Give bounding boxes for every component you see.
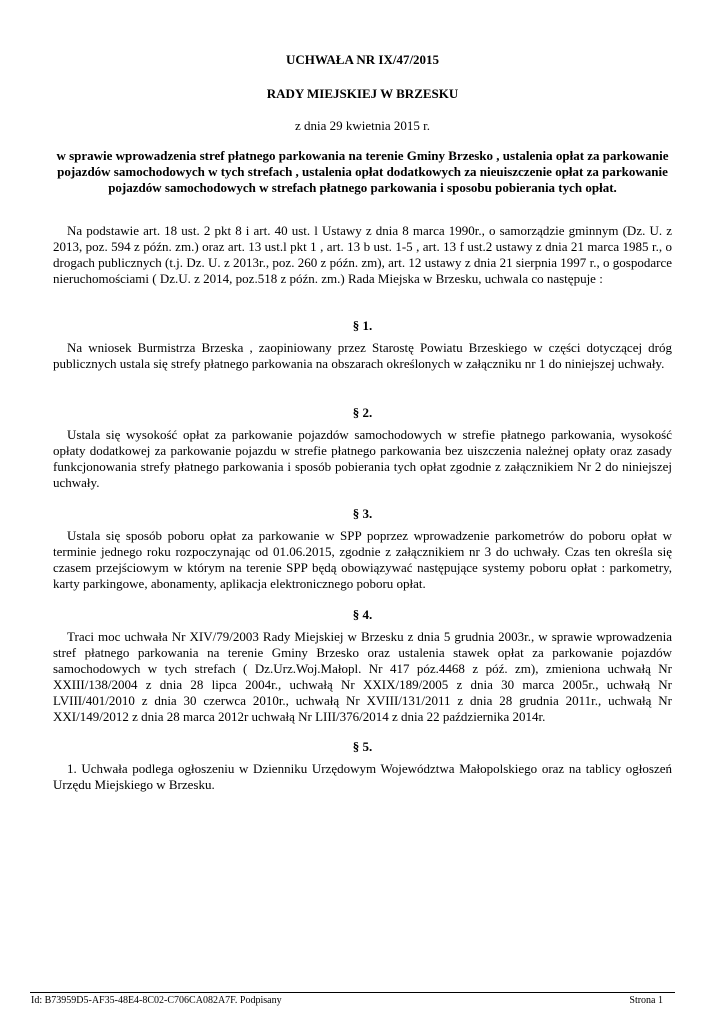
section-4-text: Traci moc uchwała Nr XIV/79/2003 Rady Miejskiej w Brzesku z dnia 5 grudnia 2003r., w sprawie wprowadzenia stref płatnego parkowania na terenie Gminy Brzesko oraz ustalenia stawek opłat za parkowanie pojazdów samochodowych w tych strefach ( Dz.Urz.Woj.Małopl. Nr 417 póz.4468 z póź. zm), zmieniona uchwałą Nr XXIII/138/2004 z dnia 28 lipca 2004r., uchwałą Nr XXIX/189/2005 z dnia 30 marca 2005r., uchwałą Nr LVIII/401/2010 z dnia 30 czerwca 2010r., uchwałą Nr XVIII/131/2011 z dnia 28 grudnia 2011r., uchwałą Nr XXI/149/2012 z dnia 28 marca 2012r uchwałą Nr LIII/376/2014 z dnia 22 października 2014r. <box>53 629 672 724</box>
section-5-heading: § 5. <box>352 739 373 754</box>
resolution-title: UCHWAŁA NR IX/47/2015 <box>285 52 440 67</box>
section-5-text: 1. Uchwała podlega ogłoszeniu w Dzienniku Urzędowym Województwa Małopolskiego oraz na tablicy ogłoszeń Urzędu Miejskiego w Brzesku. <box>53 761 672 792</box>
section-3-text: Ustala się sposób poboru opłat za parkowanie w SPP poprzez wprowadzenie parkometrów do poboru opłat w terminie jednego roku rozpoczynając od 01.06.2015, zgodnie z załącznikiem nr 3 do uchwały. Czas ten określa się czasem przejściowym w którym na terenie SPP będą obowiązywać następujące systemy poboru opłat : parkometry, karty parkingowe, abonamenty, aplikacja elektronicznego poboru opłat. <box>53 528 672 591</box>
section-4-heading: § 4. <box>352 607 373 622</box>
issuer-title: RADY MIEJSKIEJ W BRZESKU <box>266 86 459 101</box>
resolution-date: z dnia 29 kwietnia 2015 r. <box>294 118 431 133</box>
resolution-subject: w sprawie wprowadzenia stref płatnego parkowania na terenie Gminy Brzesko , ustalenia opłat za parkowanie pojazdów samochodowych w tych strefach , ustalenia opłat dodatkowych za nieuiszczenie opłat za parkowanie pojazdów samochodowych w strefach płatnego parkowania i sposobu pobierania tych opłat. <box>56 148 669 195</box>
preamble-paragraph: Na podstawie art. 18 ust. 2 pkt 8 i art. 40 ust. l Ustawy z dnia 8 marca 1990r., o samorządzie gminnym (Dz. U. z 2013, poz. 594 z późn. zm.) oraz art. 13 ust.l pkt 1 , art. 13 b ust. 1-5 , art. 13 f ust.2 ustawy z dnia 21 marca 1985 r., o drogach publicznych (t.j. Dz. U. z 2013r., poz. 260 z późn. zm), art. 12 ustawy z dnia 21 sierpnia 1997 r., o gospodarce nieruchomościami ( Dz.U. z 2014, poz.518 z późn. zm.) Rada Miejska w Brzesku, uchwala co następuje : <box>53 223 672 286</box>
footer-document-id: Id: B73959D5-AF35-48E4-8C02-C706CA082A7F. Podpisany <box>31 995 282 1006</box>
section-2-text: Ustala się wysokość opłat za parkowanie pojazdów samochodowych w strefie płatnego parkowania, wysokość opłaty dodatkowej za parkowanie pojazdu w strefie płatnego parkowania bez uiszczenia należnej opłaty oraz zasady funkcjonowania strefy płatnego parkowania i sposób pobierania tych opłat zgodnie z załącznikiem Nr 2 do niniejszej uchwały. <box>53 427 672 490</box>
section-1-text: Na wniosek Burmistrza Brzeska , zaopiniowany przez Starostę Powiatu Brzeskiego w części dotyczącej dróg publicznych ustala się strefy płatnego parkowania na obszarach określonych w załączniku nr 1 do niniejszej uchwały. <box>53 340 672 371</box>
footer-page-number: Strona 1 <box>629 995 663 1006</box>
footer-divider <box>30 992 675 993</box>
section-2-heading: § 2. <box>352 405 373 420</box>
section-1-heading: § 1. <box>352 318 373 333</box>
section-3-heading: § 3. <box>352 506 373 521</box>
